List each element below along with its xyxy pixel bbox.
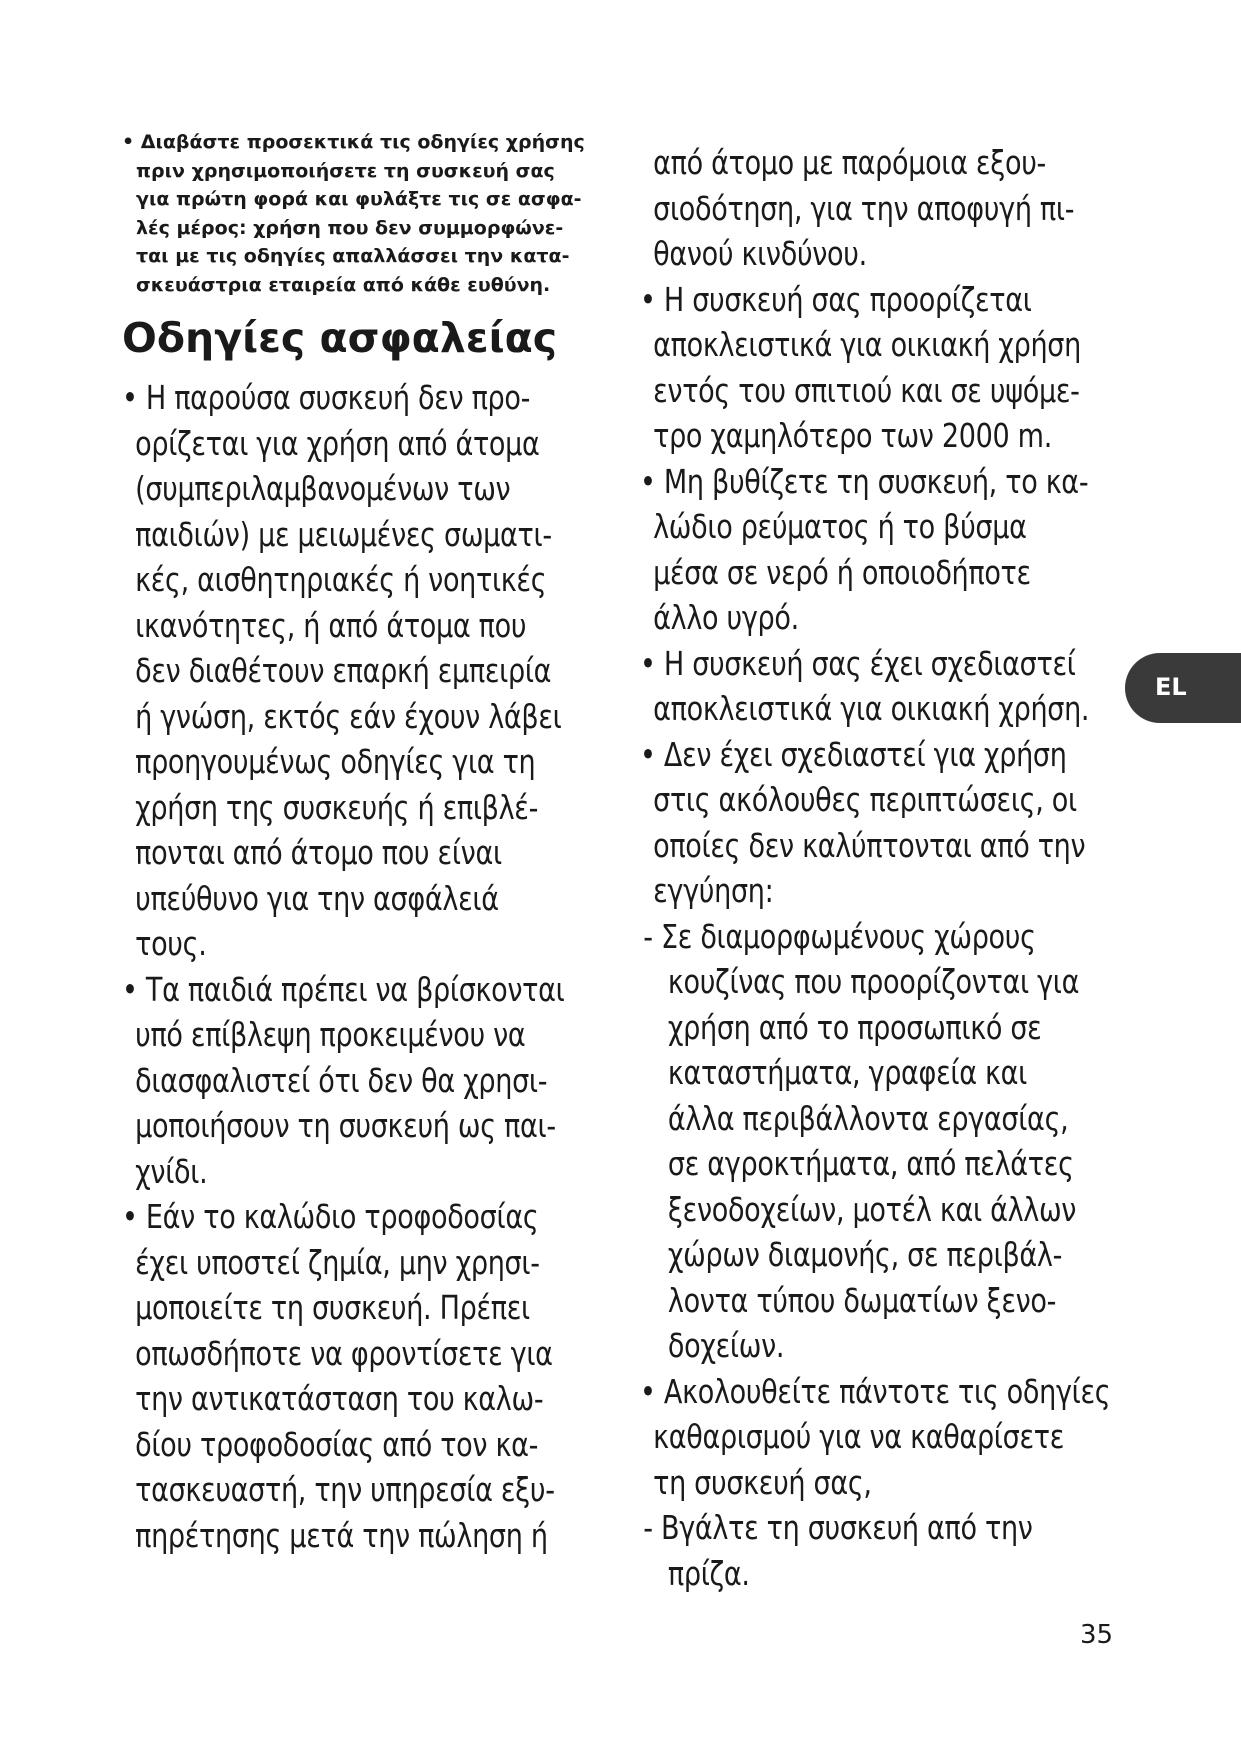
body-line: σιοδότηση, για την αποφυγή πι-	[653, 188, 1075, 228]
body-line: • Η συσκευή σας έχει σχεδιαστεί	[640, 643, 1076, 683]
body-line: δοχείων.	[667, 1326, 785, 1365]
body-line: καθαρισμού για να καθαρίσετε	[653, 1417, 1065, 1456]
body-line: εντός του σπιτιού και σε υψόμε-	[653, 370, 1080, 410]
body-line: αποκλειστικά για οικιακή χρήση	[653, 325, 1081, 364]
body-line: • Ακολουθείτε πάντοτε τις οδηγίες	[640, 1371, 1111, 1411]
intro-paragraph	[122, 128, 632, 299]
body-line: πρίζα.	[667, 1553, 750, 1593]
safety-heading: Οδηγίες ασφαλείας	[122, 314, 558, 362]
body-line: υπεύθυνο για την ασφάλειά	[135, 878, 499, 918]
intro-line: πριν χρησιμοποιήσετε τη συσκευή σας	[136, 159, 555, 182]
body-line: ικανότητες, ή από άτομα που	[135, 605, 527, 645]
body-line: μοποιείτε τη συσκευή. Πρέπει	[135, 1288, 530, 1327]
body-line: τρο χαμηλότερο των 2000 m.	[653, 416, 1052, 455]
body-line: δίου τροφοδοσίας από τον κα-	[135, 1424, 539, 1464]
body-line: άλλα περιβάλλοντα εργασίας,	[667, 1098, 1069, 1138]
body-line: εγγύηση:	[653, 871, 774, 910]
body-line: από άτομο με παρόμοια εξου-	[653, 143, 1046, 182]
body-line: καταστήματα, γραφεία και	[667, 1053, 1027, 1092]
body-line: • Εάν το καλώδιο τροφοδοσίας	[122, 1197, 539, 1236]
body-line: - Σε διαμορφωμένους χώρους	[643, 916, 1036, 956]
body-line: άλλο υγρό.	[653, 598, 799, 637]
body-line: τη συσκευή σας,	[653, 1462, 872, 1502]
body-line: - Βγάλτε τη συσκευή από την	[643, 1508, 1033, 1547]
body-line: οποίες δεν καλύπτονται από την	[653, 825, 1086, 865]
body-line: την αντικατάσταση του καλω-	[135, 1379, 544, 1418]
body-line: ξενοδοχείων, μοτέλ και άλλων	[667, 1189, 1077, 1229]
body-line: • Η παρούσα συσκευή δεν προ-	[122, 378, 531, 417]
page-number: 35	[1080, 1620, 1114, 1650]
language-tab-label: EL	[1155, 673, 1187, 701]
body-line: χώρων διαμονής, σε περιβάλ-	[667, 1235, 1063, 1274]
body-line: αποκλειστικά για οικιακή χρήση.	[653, 689, 1090, 728]
intro-line: ται με τις οδηγίες απαλλάσσει την κατα-	[136, 245, 570, 267]
body-line: • Τα παιδιά πρέπει να βρίσκονται	[122, 969, 565, 1009]
body-line: κές, αισθητηριακές ή νοητικές	[135, 560, 547, 599]
language-tab	[1125, 653, 1241, 723]
left-body-text	[122, 375, 565, 1558]
body-line: διασφαλιστεί ότι δεν θα χρησι-	[135, 1060, 548, 1100]
right-column	[640, 140, 1160, 1596]
body-line: λοντα τύπου δωματίων ξενο-	[667, 1280, 1057, 1320]
body-line: τους.	[135, 924, 207, 963]
body-line: πονται από άτομο που είναι	[135, 833, 502, 872]
intro-line: για πρώτη φορά και φυλάξτε τις σε ασφα-	[136, 188, 582, 210]
body-line: λώδιο ρεύματος ή το βύσμα	[653, 507, 1027, 546]
body-line: προηγουμένως οδηγίες για τη	[135, 742, 536, 781]
body-line: οπωσδήποτε να φροντίσετε για	[135, 1333, 553, 1373]
body-line: ορίζεται για χρήση από άτομα	[135, 423, 540, 463]
intro-line: σκευάστρια εταιρεία από κάθε ευθύνη.	[136, 273, 551, 296]
intro-line: λές μέρος: χρήση που δεν συμμορφώνε-	[136, 216, 564, 239]
body-line: έχει υποστεί ζημία, μην χρησι-	[135, 1242, 540, 1282]
body-line: στις ακόλουθες περιπτώσεις, οι	[653, 780, 1077, 819]
intro-line: • Διαβάστε προσεκτικά τις οδηγίες χρήσης	[122, 131, 585, 153]
right-body-text	[640, 140, 1111, 1596]
body-line: πηρέτησης μετά την πώληση ή	[135, 1515, 548, 1555]
body-line: θανού κινδύνου.	[653, 234, 867, 273]
body-line: χρήση από το προσωπικό σε	[667, 1007, 1042, 1047]
body-line: μοποιήσουν τη συσκευή ως παι-	[135, 1106, 556, 1145]
body-line: • Μη βυθίζετε τη συσκευή, το κα-	[640, 461, 1089, 501]
body-line: υπό επίβλεψη προκειμένου να	[135, 1015, 526, 1054]
body-line: • Η συσκευή σας προορίζεται	[640, 279, 1032, 319]
body-line: χρήση της συσκευής ή επιβλέ-	[135, 787, 539, 827]
body-line: ή γνώση, εκτός εάν έχουν λάβει	[135, 696, 562, 736]
body-line: τασκευαστή, την υπηρεσία εξυ-	[135, 1470, 555, 1509]
body-line: • Δεν έχει σχεδιαστεί για χρήση	[640, 734, 1067, 774]
body-line: κουζίνας που προορίζονται για	[667, 962, 1080, 1001]
body-line: (συμπεριλαμβανομένων των	[135, 469, 511, 508]
body-line: χνίδι.	[135, 1151, 208, 1191]
body-line: παιδιών) με μειωμένες σωματι-	[135, 514, 552, 554]
left-column	[122, 128, 632, 1558]
body-line: μέσα σε νερό ή οποιοδήποτε	[653, 552, 1031, 592]
body-line: δεν διαθέτουν επαρκή εμπειρία	[135, 651, 552, 690]
body-line: σε αγροκτήματα, από πελάτες	[667, 1144, 1074, 1183]
